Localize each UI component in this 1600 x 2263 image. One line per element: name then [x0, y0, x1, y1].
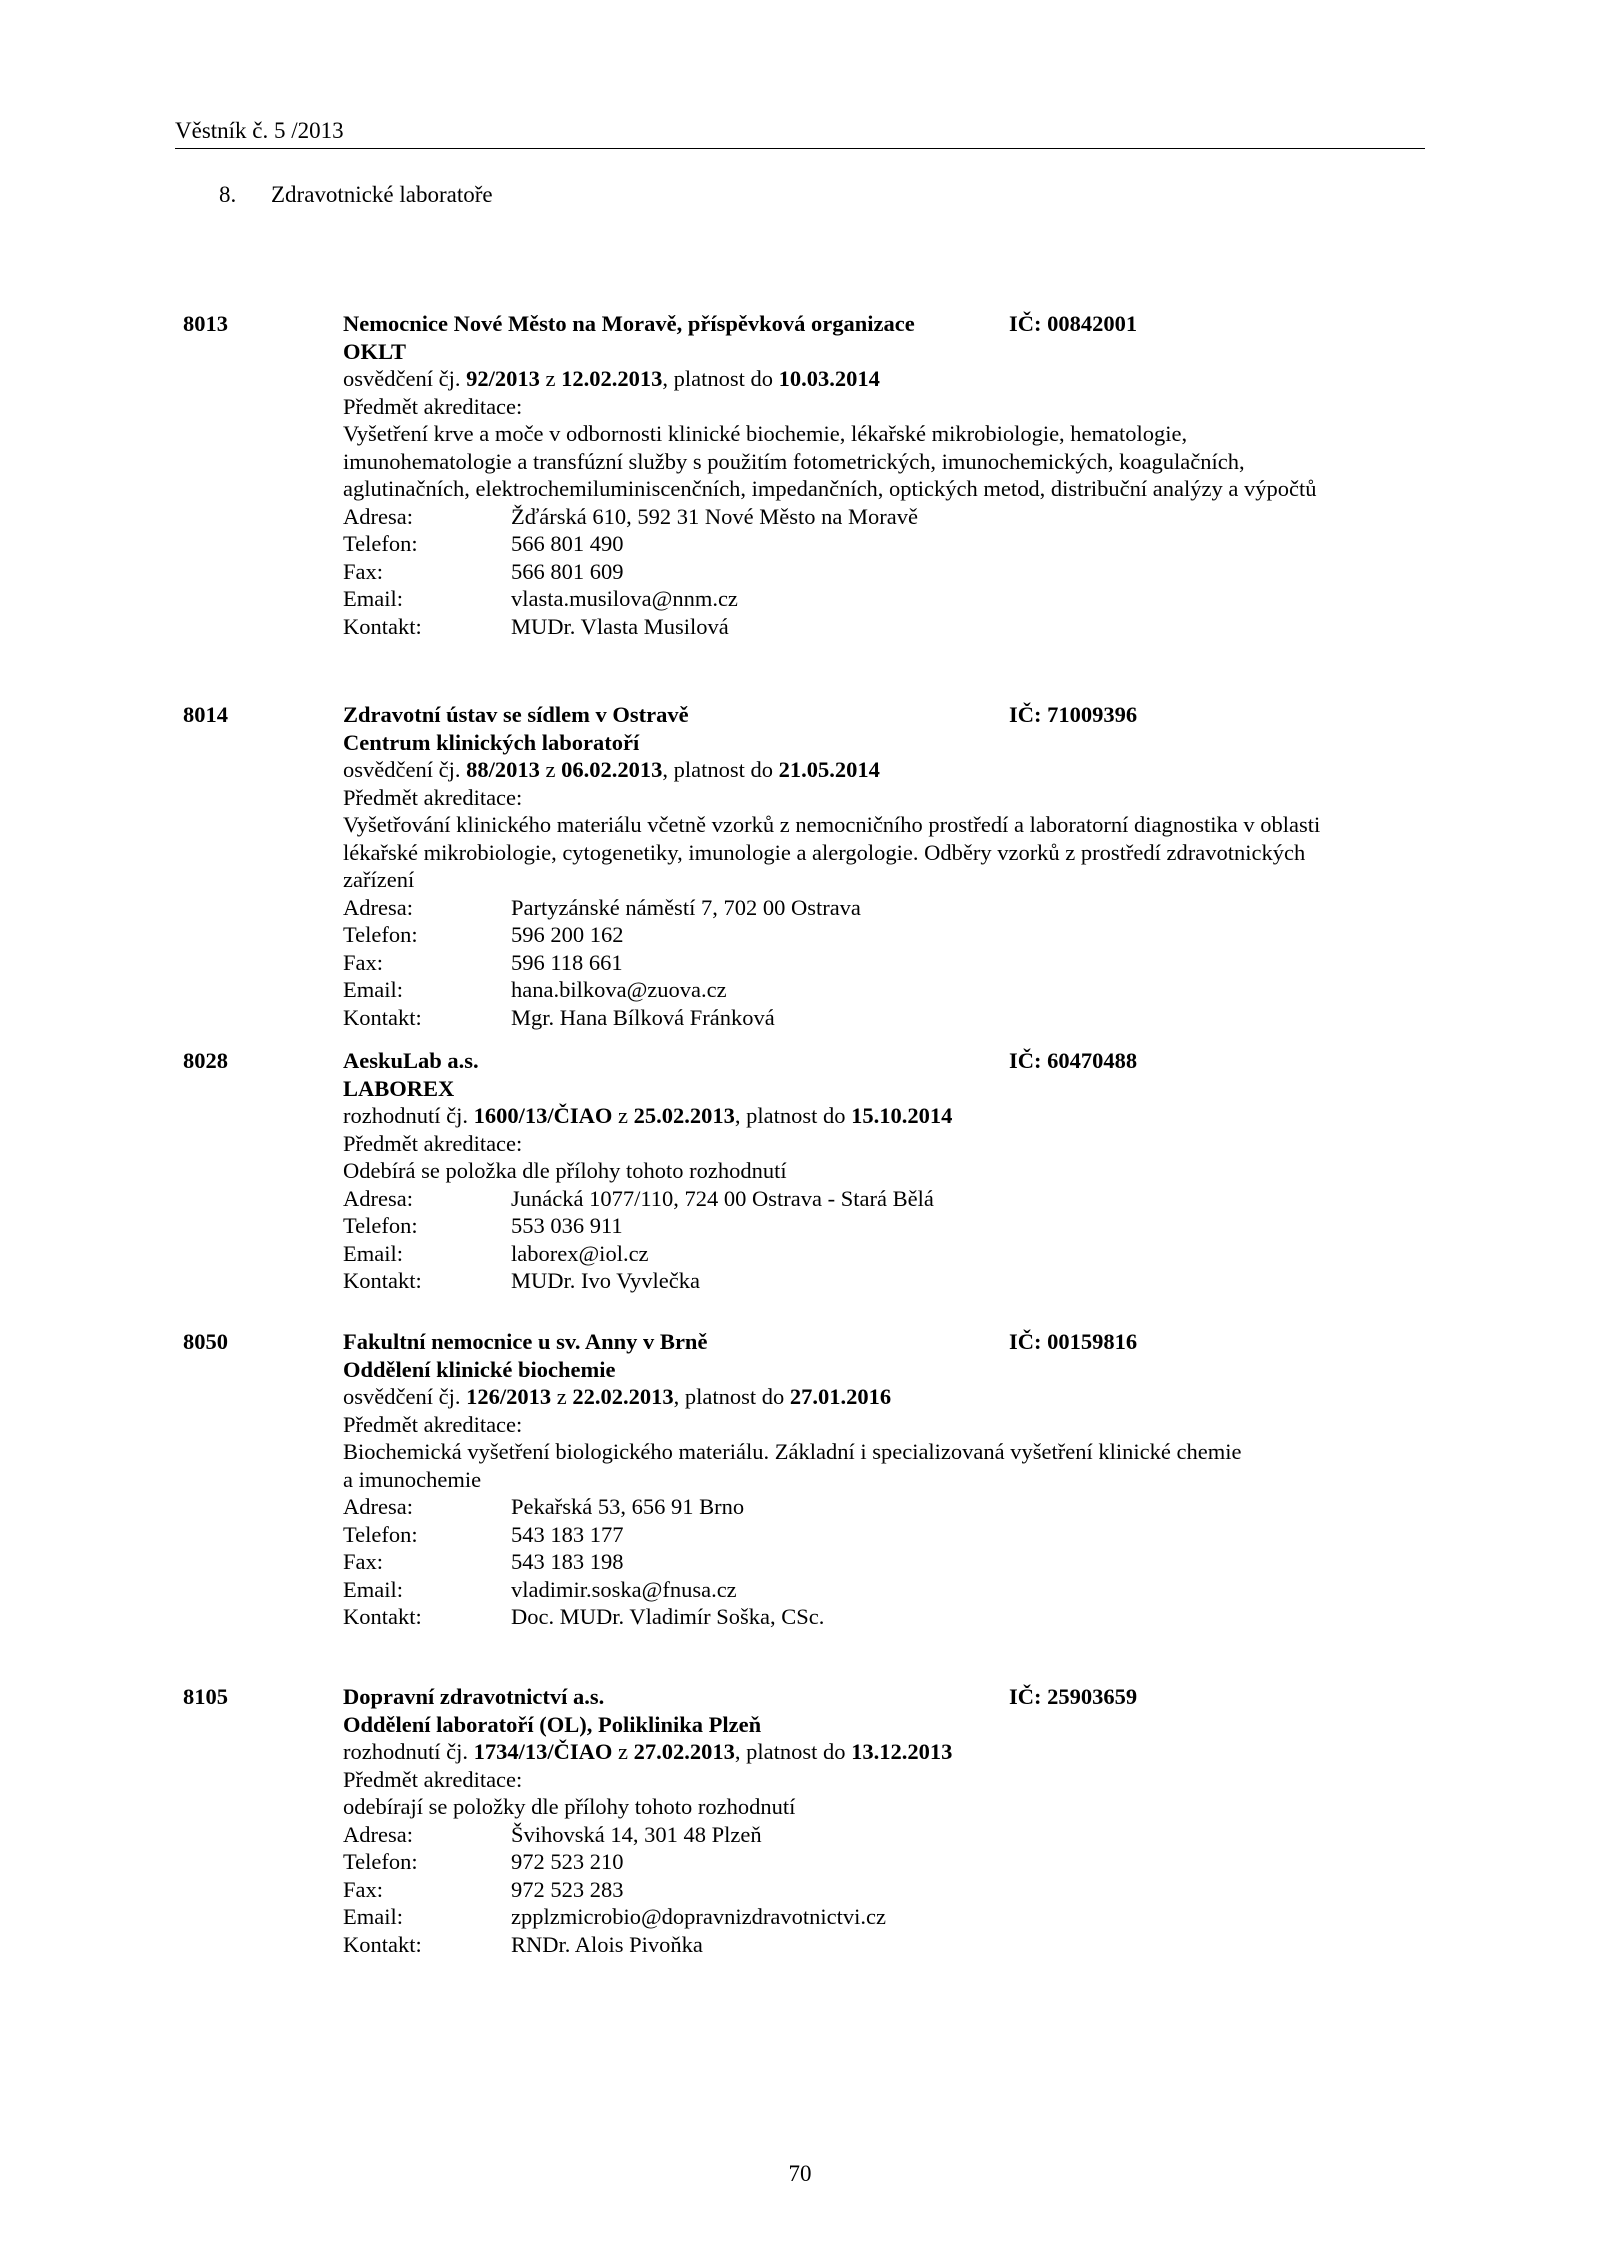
phone-value: 596 200 162 [511, 922, 624, 947]
valid-until: 13.12.2013 [851, 1739, 953, 1764]
date-prefix: z [618, 1103, 628, 1128]
contact-row [343, 1931, 1423, 1959]
doc-number: 1734/13/ČIAO [473, 1739, 613, 1764]
email-label: Email: [343, 1240, 403, 1266]
lab-name: AeskuLab a.s. [343, 1048, 479, 1073]
ico-label: IČ: [1009, 702, 1042, 727]
valid-until: 27.01.2016 [789, 1384, 892, 1409]
email-value: hana.bilkova@zuova.cz [511, 977, 727, 1002]
phone-label: Telefon: [343, 922, 418, 947]
validity-label: , platnost do [662, 366, 773, 391]
address-value: Pekařská 53, 656 91 Brno [511, 1494, 745, 1519]
ico [1009, 701, 1137, 729]
email-label: Email: [343, 586, 403, 611]
lab-name: Dopravní zdravotnictví a.s. [343, 1684, 605, 1709]
description-line: imunohematologie a transfúzní služby s použitím fotometrických, imunochemických, koagulačních, [343, 448, 1245, 474]
lab-department: Oddělení laboratoří (OL), Poliklinika Plzeň [343, 1711, 762, 1737]
fax-value: 596 118 661 [511, 949, 623, 975]
lab-code: 8013 [183, 311, 228, 336]
email-value: zpplzmicrobio@dopravnizdravotnictvi.cz [511, 1904, 886, 1929]
ico-value: 00842001 [1047, 311, 1138, 336]
lab-department: Centrum klinických laboratoří [343, 729, 640, 755]
contact-row [343, 1267, 1423, 1295]
description-line: Biochemická vyšetření biologického materiálu. Základní i specializovaná vyšetření klinické chemie [343, 1439, 1242, 1464]
contact-value: MUDr. Vlasta Musilová [511, 613, 729, 639]
email-row [343, 1240, 1423, 1268]
lab-details [343, 701, 1423, 1031]
ico-label: IČ: [1009, 1048, 1042, 1073]
contact-label: Kontakt: [343, 1604, 422, 1629]
address-row [343, 1185, 1423, 1213]
doc-date: 22.02.2013 [572, 1384, 674, 1409]
phone-value: 543 183 177 [511, 1521, 624, 1547]
accreditation-label: Předmět akreditace: [343, 393, 523, 419]
accreditation-label: Předmět akreditace: [343, 784, 523, 810]
certificate-line [343, 1738, 1423, 1766]
page-number: 70 [788, 2161, 812, 2186]
section-title: Zdravotnické laboratoře [271, 182, 493, 207]
lab-department: LABOREX [343, 1075, 455, 1101]
doc-date: 27.02.2013 [633, 1739, 735, 1764]
address-value: Švihovská 14, 301 48 Plzeň [511, 1821, 762, 1847]
address-label: Adresa: [343, 1821, 413, 1847]
phone-value: 553 036 911 [511, 1213, 623, 1238]
phone-value: 566 801 490 [511, 531, 624, 556]
doc-date: 25.02.2013 [633, 1103, 735, 1128]
email-row [343, 585, 1423, 613]
accreditation-label: Předmět akreditace: [343, 1766, 523, 1792]
fax-row [343, 949, 1423, 977]
contact-row [343, 1004, 1423, 1032]
email-label: Email: [343, 1576, 403, 1602]
description-line: Vyšetření krve a moče v odbornosti klinické biochemie, lékařské mikrobiologie, hematologie, [343, 421, 1188, 446]
ico [1009, 1328, 1137, 1356]
certificate-line [343, 365, 1423, 393]
fax-label: Fax: [343, 1549, 384, 1574]
name-row [343, 1047, 1423, 1075]
lab-details [343, 1683, 1423, 1958]
fax-value: 566 801 609 [511, 558, 624, 584]
bulletin-title: Věstník č. 5 /2013 [175, 117, 344, 143]
phone-row [343, 1848, 1423, 1876]
contact-value: RNDr. Alois Pivoňka [511, 1931, 703, 1957]
accreditation-label: Předmět akreditace: [343, 1130, 523, 1156]
email-value: vlasta.musilova@nnm.cz [511, 586, 738, 611]
lab-code: 8050 [183, 1329, 228, 1354]
lab-code: 8105 [183, 1684, 228, 1709]
email-value: vladimir.soska@fnusa.cz [511, 1576, 737, 1602]
address-row [343, 1821, 1423, 1849]
fax-row [343, 558, 1423, 586]
description-line: zařízení [343, 867, 415, 892]
description-line: Odebírá se položka dle přílohy tohoto rozhodnutí [343, 1158, 787, 1183]
doc-type: osvědčení čj. [343, 757, 461, 782]
fax-label: Fax: [343, 1876, 384, 1902]
email-row [343, 1903, 1423, 1931]
ico-label: IČ: [1009, 311, 1042, 336]
address-row [343, 503, 1423, 531]
address-label: Adresa: [343, 503, 413, 529]
ico-value: 60470488 [1047, 1048, 1138, 1073]
contact-row [343, 1603, 1423, 1631]
doc-date: 12.02.2013 [561, 366, 663, 391]
email-row [343, 1576, 1423, 1604]
lab-code: 8028 [183, 1048, 228, 1073]
email-label: Email: [343, 1904, 403, 1929]
address-label: Adresa: [343, 1185, 413, 1211]
certificate-line [343, 1383, 1423, 1411]
lab-code: 8014 [183, 702, 228, 727]
certificate-line [343, 756, 1423, 784]
ico-value: 25903659 [1047, 1684, 1138, 1709]
contact-row [343, 613, 1423, 641]
phone-row [343, 530, 1423, 558]
address-value: Žďárská 610, 592 31 Nové Město na Moravě [511, 503, 918, 529]
phone-row [343, 1521, 1423, 1549]
section-number: 8. [219, 182, 237, 207]
description-line: aglutinačních, elektrochemiluminiscenčních, impedančních, optických metod, distribuční analýzy a výpočtů [343, 476, 1317, 501]
address-label: Adresa: [343, 1494, 413, 1519]
fax-row [343, 1876, 1423, 1904]
doc-type: osvědčení čj. [343, 366, 461, 391]
doc-number: 126/2013 [466, 1384, 552, 1409]
address-row [343, 1493, 1423, 1521]
lab-details [343, 310, 1423, 640]
ico [1009, 1047, 1137, 1075]
name-row [343, 310, 1423, 338]
email-label: Email: [343, 977, 403, 1002]
doc-number: 1600/13/ČIAO [473, 1103, 613, 1128]
lab-details [343, 1328, 1423, 1631]
lab-name: Fakultní nemocnice u sv. Anny v Brně [343, 1329, 708, 1354]
address-value: Junácká 1077/110, 724 00 Ostrava - Stará Bělá [511, 1185, 934, 1211]
ico [1009, 1683, 1137, 1711]
ico-value: 00159816 [1047, 1329, 1138, 1354]
address-value: Partyzánské náměstí 7, 702 00 Ostrava [511, 894, 861, 920]
address-label: Adresa: [343, 894, 413, 920]
description-line: lékařské mikrobiologie, cytogenetiky, imunologie a alergologie. Odběry vzorků z prostředí zdravotnických [343, 839, 1306, 865]
name-row [343, 1683, 1423, 1711]
doc-number: 92/2013 [466, 366, 540, 391]
contact-label: Kontakt: [343, 1931, 422, 1957]
contact-label: Kontakt: [343, 1004, 422, 1030]
date-prefix: z [545, 757, 556, 782]
contact-value: MUDr. Ivo Vyvlečka [511, 1268, 700, 1293]
doc-date: 06.02.2013 [561, 757, 663, 782]
doc-number: 88/2013 [466, 757, 540, 782]
phone-label: Telefon: [343, 1213, 418, 1238]
ico-value: 71009396 [1047, 702, 1138, 727]
valid-until: 15.10.2014 [851, 1103, 953, 1128]
ico [1009, 310, 1137, 338]
lab-name: Nemocnice Nové Město na Moravě, příspěvková organizace [343, 311, 915, 336]
lab-department: Oddělení klinické biochemie [343, 1356, 616, 1382]
phone-label: Telefon: [343, 1521, 418, 1547]
contact-label: Kontakt: [343, 613, 422, 639]
description-line: Vyšetřování klinického materiálu včetně vzorků z nemocničního prostředí a laboratorní diagnostika v oblasti [343, 812, 1321, 837]
fax-label: Fax: [343, 558, 384, 584]
phone-label: Telefon: [343, 531, 418, 556]
validity-label: , platnost do [734, 1739, 846, 1764]
description-line: a imunochemie [343, 1466, 482, 1492]
doc-type: rozhodnutí čj. [343, 1103, 468, 1128]
doc-type: osvědčení čj. [343, 1384, 461, 1409]
page-header [175, 112, 1425, 149]
contact-value: Doc. MUDr. Vladimír Soška, CSc. [511, 1604, 825, 1629]
section-heading [219, 181, 493, 209]
ico-label: IČ: [1009, 1329, 1042, 1354]
email-row [343, 976, 1423, 1004]
fax-label: Fax: [343, 949, 384, 975]
contact-label: Kontakt: [343, 1268, 422, 1293]
fax-value: 972 523 283 [511, 1876, 624, 1902]
phone-value: 972 523 210 [511, 1849, 624, 1874]
validity-label: , platnost do [673, 1384, 785, 1409]
fax-row [343, 1548, 1423, 1576]
lab-name: Zdravotní ústav se sídlem v Ostravě [343, 702, 689, 727]
phone-row [343, 921, 1423, 949]
validity-label: , platnost do [734, 1103, 846, 1128]
email-value: laborex@iol.cz [511, 1240, 649, 1266]
date-prefix: z [556, 1384, 567, 1409]
date-prefix: z [618, 1739, 628, 1764]
valid-until: 21.05.2014 [778, 757, 880, 782]
date-prefix: z [545, 366, 556, 391]
lab-department: OKLT [343, 338, 406, 364]
ico-label: IČ: [1009, 1684, 1042, 1709]
description-line: odebírají se položky dle přílohy tohoto rozhodnutí [343, 1794, 796, 1819]
fax-value: 543 183 198 [511, 1549, 624, 1574]
phone-row [343, 1212, 1423, 1240]
certificate-line [343, 1102, 1423, 1130]
valid-until: 10.03.2014 [778, 366, 880, 391]
name-row [343, 701, 1423, 729]
contact-value: Mgr. Hana Bílková Fránková [511, 1004, 775, 1030]
doc-type: rozhodnutí čj. [343, 1739, 468, 1764]
phone-label: Telefon: [343, 1849, 418, 1874]
address-row [343, 894, 1423, 922]
name-row [343, 1328, 1423, 1356]
accreditation-label: Předmět akreditace: [343, 1411, 523, 1437]
validity-label: , platnost do [662, 757, 773, 782]
lab-details [343, 1047, 1423, 1295]
